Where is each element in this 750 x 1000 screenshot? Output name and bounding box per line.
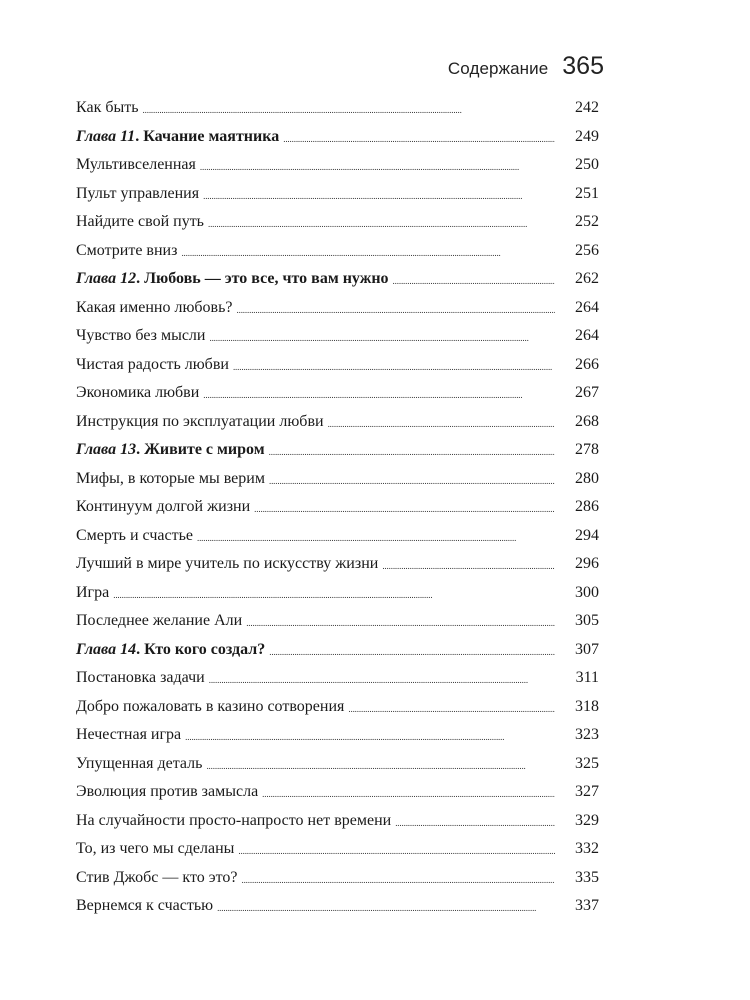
toc-entry-title	[76, 784, 262, 800]
toc-entry-title: Глава 11. Качание маятника	[76, 127, 280, 145]
toc-page-number: 325	[575, 754, 599, 772]
toc-entry	[76, 94, 599, 123]
toc-entry	[76, 180, 599, 209]
dot-leader	[246, 613, 555, 629]
toc-entry-title	[76, 585, 113, 601]
toc-title-text: Континуум долгой жизни	[76, 498, 251, 516]
toc-entry	[76, 408, 599, 437]
toc-title-text: Последнее желание Али	[76, 612, 243, 630]
toc-chapter-entry	[76, 123, 599, 152]
toc-entry-title	[76, 898, 217, 914]
dot-leader	[382, 556, 555, 572]
toc-entry-title	[76, 756, 206, 772]
dot-leader	[328, 414, 555, 430]
toc-page-number: 264	[575, 327, 599, 345]
toc-entry	[76, 351, 599, 380]
toc-entry-title	[76, 613, 246, 629]
toc-entry-title	[76, 414, 328, 430]
chapter-label: Глава 11	[76, 127, 136, 145]
toc-entry-title	[76, 727, 185, 743]
toc-page-number: 311	[575, 669, 599, 687]
toc-entry	[76, 151, 599, 180]
toc-title-text: Какая именно любовь?	[76, 298, 233, 316]
toc-title-text: Постановка задачи	[76, 669, 205, 687]
dot-leader	[254, 499, 555, 515]
toc-entry-title	[76, 670, 209, 686]
toc-entry	[76, 322, 599, 351]
toc-entry-title	[76, 813, 395, 829]
toc-entry-title	[76, 328, 209, 344]
toc-page-number: 296	[575, 555, 599, 573]
toc-title-text: Найдите свой путь	[76, 213, 204, 231]
toc-chapter-entry	[76, 636, 599, 665]
toc-title-text: Упущенная деталь	[76, 754, 203, 772]
toc-entry	[76, 721, 599, 750]
toc-page-number: 250	[575, 156, 599, 174]
toc-page-number: 278	[575, 441, 599, 459]
toc-entry-title: Глава 14. Кто кого создал?	[76, 640, 266, 658]
toc-entry	[76, 550, 599, 579]
dot-leader	[237, 300, 556, 316]
dot-leader	[395, 813, 555, 829]
toc-title-text: Мультивселенная	[76, 156, 196, 174]
toc-title-text: На случайности просто-напросто нет времени	[76, 811, 392, 829]
toc-entry-title	[76, 214, 208, 230]
toc-title-text: Пульт управления	[76, 184, 200, 202]
toc-entry-title	[76, 243, 181, 259]
toc-page-number: 307	[575, 640, 599, 658]
toc-page-number: 323	[575, 726, 599, 744]
toc-entry	[76, 379, 599, 408]
toc-entry-title	[76, 499, 254, 515]
toc-title-text: Как быть	[76, 99, 139, 117]
dot-leader	[143, 100, 555, 116]
toc-page-number: 305	[575, 612, 599, 630]
toc-page-number: 335	[575, 868, 599, 886]
toc-page-number: 280	[575, 469, 599, 487]
toc-title-text: То, из чего мы сделаны	[76, 840, 235, 858]
toc-entry	[76, 465, 599, 494]
dot-leader	[283, 129, 555, 145]
header-section-title: Содержание	[447, 59, 549, 78]
toc-title-text: Нечестная игра	[76, 726, 182, 744]
dot-leader	[113, 585, 555, 601]
dot-leader	[393, 271, 555, 287]
dot-leader	[203, 385, 555, 401]
toc-title-text: Игра	[76, 583, 110, 601]
toc-title-text: Лучший в мире учитель по искусству жизни	[76, 555, 379, 573]
toc-entry	[76, 750, 599, 779]
toc-entry	[76, 579, 599, 608]
toc-page-number: 337	[575, 897, 599, 915]
toc-title-text: Качание маятника	[143, 127, 280, 145]
dot-leader	[209, 670, 555, 686]
toc-entry	[76, 664, 599, 693]
toc-page-number: 252	[575, 213, 599, 231]
toc-page-number: 329	[575, 811, 599, 829]
dot-leader	[208, 214, 555, 230]
dot-leader	[262, 784, 555, 800]
header-page-number: 365	[562, 52, 604, 80]
toc-page-number: 327	[575, 783, 599, 801]
dot-leader	[181, 243, 555, 259]
toc-entry	[76, 807, 599, 836]
toc-entry-title	[76, 385, 203, 401]
toc-entry	[76, 864, 599, 893]
toc-entry-title	[76, 357, 233, 373]
toc-page-number: 268	[575, 412, 599, 430]
toc-page-number: 332	[575, 840, 599, 858]
toc-title-text: Смотрите вниз	[76, 241, 178, 259]
toc-title-text: Вернемся к счастью	[76, 897, 214, 915]
dot-leader	[269, 471, 555, 487]
toc-title-text: Стив Джобс — кто это?	[76, 868, 238, 886]
toc-title-text: Чистая радость любви	[76, 355, 229, 373]
table-of-contents	[76, 94, 599, 921]
toc-entry-title: Глава 12. Любовь — это все, что вам нужно	[76, 270, 389, 288]
toc-page-number: 249	[575, 127, 599, 145]
toc-entry	[76, 607, 599, 636]
toc-entry-title	[76, 300, 237, 316]
toc-entry-title	[76, 100, 143, 116]
toc-title-text: Добро пожаловать в казино сотворения	[76, 697, 345, 715]
toc-title-text: Инструкция по эксплуатации любви	[76, 412, 324, 430]
toc-page-number: 286	[575, 498, 599, 516]
toc-entry	[76, 835, 599, 864]
toc-page-number: 300	[575, 583, 599, 601]
chapter-label: Глава 12	[76, 270, 137, 288]
toc-entry-title	[76, 528, 197, 544]
toc-entry-title: Глава 13. Живите с миром	[76, 441, 265, 459]
toc-chapter-entry	[76, 265, 599, 294]
dot-leader	[197, 528, 555, 544]
toc-title-text: Любовь — это все, что вам нужно	[144, 270, 389, 288]
toc-entry	[76, 522, 599, 551]
toc-page-number: 264	[575, 298, 599, 316]
toc-page-number: 294	[575, 526, 599, 544]
dot-leader	[241, 870, 555, 886]
dot-leader	[269, 442, 555, 458]
toc-entry	[76, 892, 599, 921]
toc-entry	[76, 208, 599, 237]
dot-leader	[217, 898, 555, 914]
toc-page-number: 318	[575, 697, 599, 715]
dot-leader	[200, 157, 555, 173]
running-header	[448, 52, 604, 81]
toc-entry-title	[76, 157, 200, 173]
toc-page-number: 251	[575, 184, 599, 202]
toc-entry	[76, 237, 599, 266]
dot-leader	[203, 186, 555, 202]
toc-entry	[76, 493, 599, 522]
toc-entry-title	[76, 841, 238, 857]
toc-entry-title	[76, 471, 269, 487]
dot-leader	[348, 699, 555, 715]
toc-chapter-entry	[76, 436, 599, 465]
toc-title-text: Смерть и счастье	[76, 526, 193, 544]
dot-leader	[269, 642, 555, 658]
toc-page-number: 242	[575, 99, 599, 117]
dot-leader	[206, 756, 555, 772]
dot-leader	[185, 727, 555, 743]
toc-entry	[76, 778, 599, 807]
toc-title-text: Живите с миром	[144, 441, 265, 459]
toc-entry-title	[76, 699, 348, 715]
toc-entry-title	[76, 870, 241, 886]
toc-title-text: Кто кого создал?	[144, 640, 266, 658]
toc-page-number: 262	[575, 270, 599, 288]
dot-leader	[238, 841, 555, 857]
chapter-label: Глава 13	[76, 441, 137, 459]
toc-entry	[76, 294, 599, 323]
toc-title-text: Эволюция против замысла	[76, 783, 259, 801]
toc-page-number: 266	[575, 355, 599, 373]
dot-leader	[233, 357, 555, 373]
toc-entry-title	[76, 556, 382, 572]
dot-leader	[209, 328, 555, 344]
toc-title-text: Экономика любви	[76, 384, 200, 402]
toc-title-text: Мифы, в которые мы верим	[76, 469, 265, 487]
toc-title-text: Чувство без мысли	[76, 327, 206, 345]
toc-page-number: 256	[575, 241, 599, 259]
toc-entry-title	[76, 186, 203, 202]
toc-page-number: 267	[575, 384, 599, 402]
chapter-label: Глава 14	[76, 640, 137, 658]
toc-entry	[76, 693, 599, 722]
